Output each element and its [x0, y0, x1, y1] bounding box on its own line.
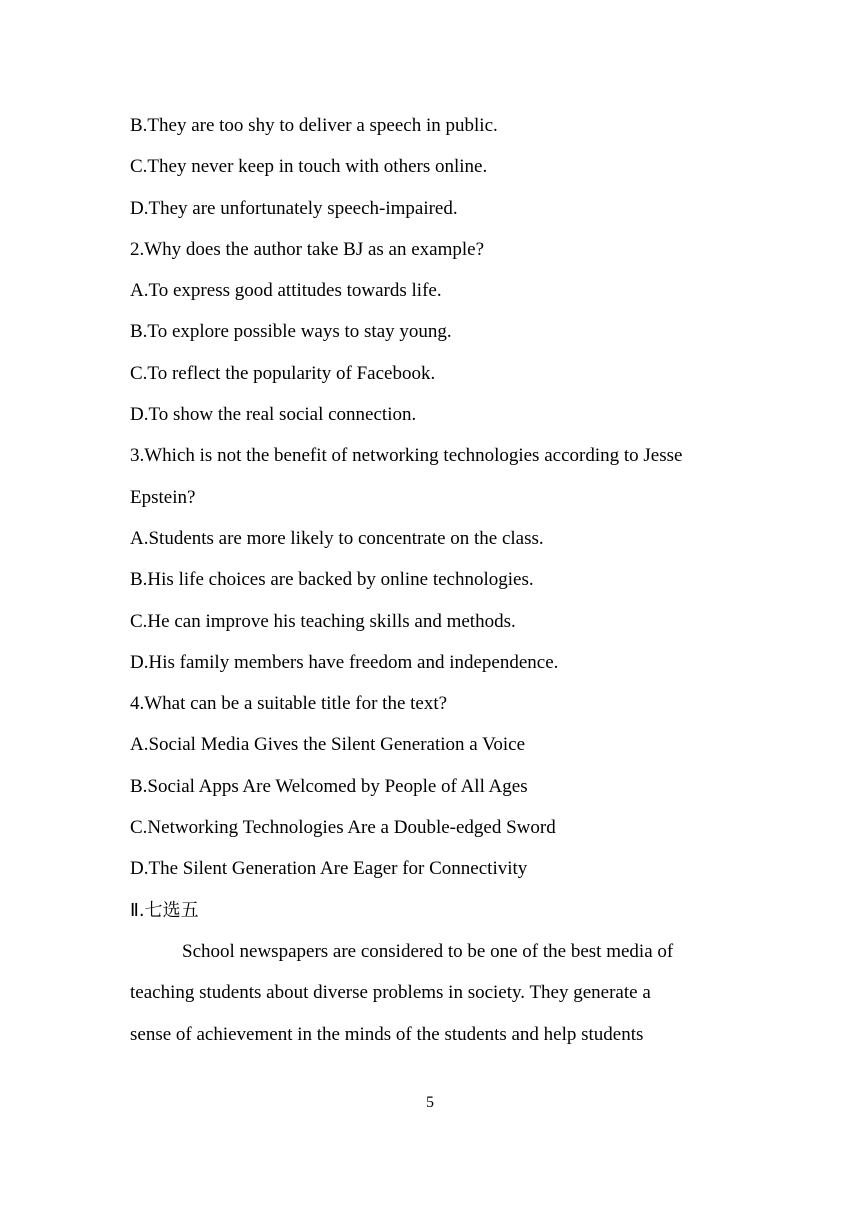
passage-line-3: sense of achievement in the minds of the students and help students: [130, 1023, 644, 1045]
option-a-q3: A.Students are more likely to concentrate on the class.: [130, 527, 544, 549]
section-heading: Ⅱ.七选五: [130, 899, 199, 921]
option-c-q1: C.They never keep in touch with others online.: [130, 156, 488, 178]
option-a-q2: A.To express good attitudes towards life.: [130, 280, 442, 302]
option-a-q4: A.Social Media Gives the Silent Generation a Voice: [130, 734, 526, 756]
option-c-q4: C.Networking Technologies Are a Double-edged Sword: [130, 817, 556, 839]
option-d-q4: D.The Silent Generation Are Eager for Connectivity: [130, 858, 528, 880]
option-b-q3: B.His life choices are backed by online technologies.: [130, 569, 534, 591]
question-4: 4.What can be a suitable title for the text?: [130, 693, 448, 715]
option-d-q3: D.His family members have freedom and independence.: [130, 651, 559, 673]
question-3-line-1: 3.Which is not the benefit of networking technologies according to Jesse: [130, 445, 683, 467]
page-content: [130, 105, 730, 1055]
option-c-q3: C.He can improve his teaching skills and methods.: [130, 610, 516, 632]
option-d-q1: D.They are unfortunately speech-impaired.: [130, 197, 458, 219]
question-3-line-2: Epstein?: [130, 486, 196, 508]
option-b-q1: B.They are too shy to deliver a speech in public.: [130, 115, 498, 136]
option-c-q2: C.To reflect the popularity of Facebook.: [130, 362, 436, 384]
passage-line-1: School newspapers are considered to be one of the best media of: [182, 940, 674, 962]
page-number: 5: [426, 1094, 434, 1111]
question-2: 2.Why does the author take BJ as an example?: [130, 238, 485, 260]
passage-line-2: teaching students about diverse problems in society. They generate a: [130, 982, 651, 1004]
option-d-q2: D.To show the real social connection.: [130, 404, 417, 426]
option-b-q2: B.To explore possible ways to stay young.: [130, 321, 452, 343]
option-b-q4: B.Social Apps Are Welcomed by People of All Ages: [130, 775, 528, 797]
